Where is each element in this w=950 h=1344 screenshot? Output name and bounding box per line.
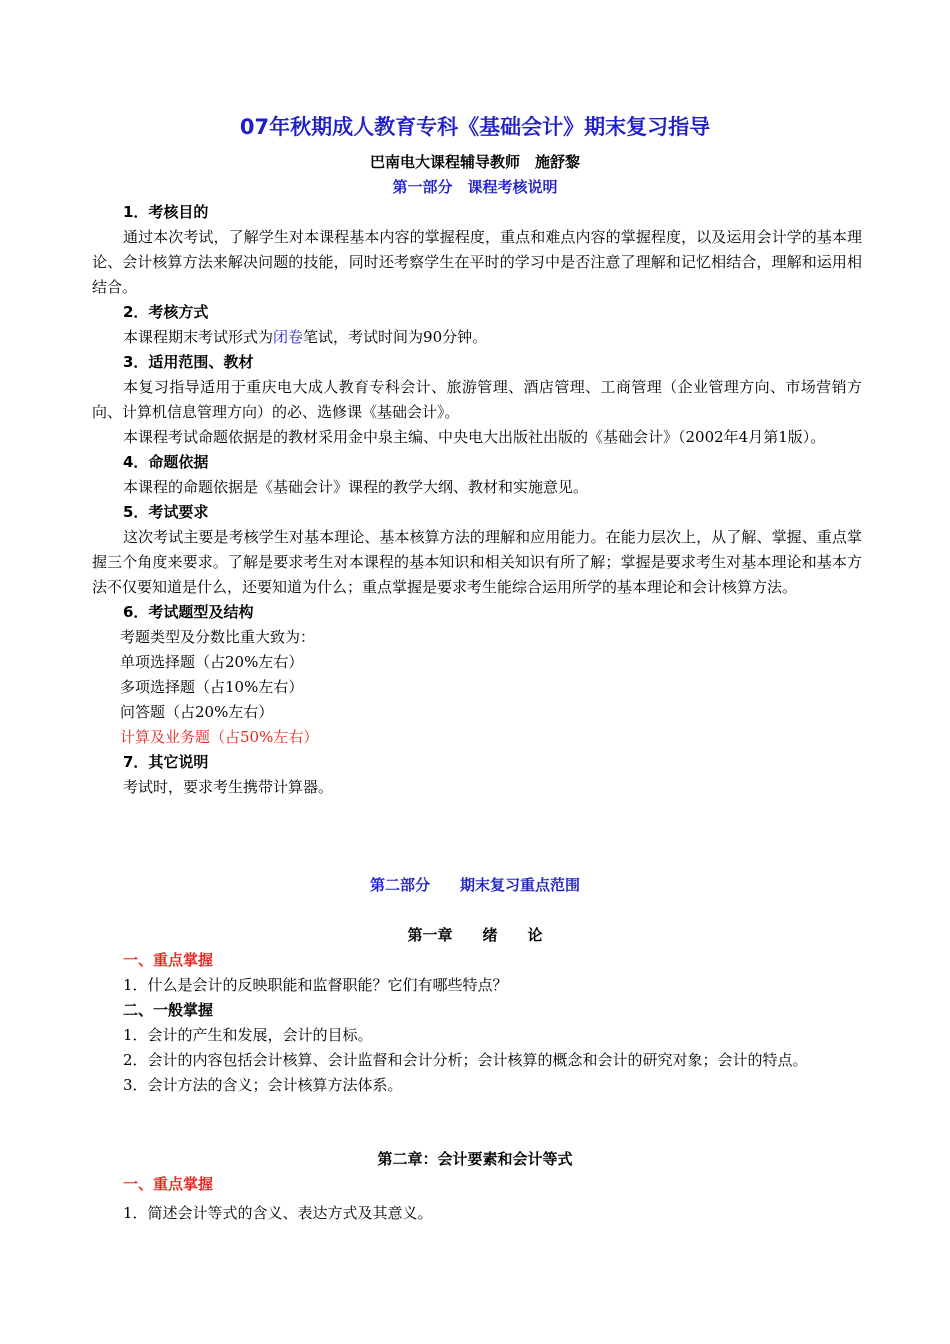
list-item: 问答题（占20%左右）: [120, 703, 274, 721]
section-heading: 4．命题依据: [123, 453, 209, 471]
section-heading: 6．考试题型及结构: [123, 603, 254, 621]
chapter-two-body: [92, 1172, 862, 1226]
list-item: 多项选择题（占10%左右）: [120, 678, 304, 696]
paragraph: 本课程期末考试形式为闭卷笔试，考试时间为90分钟。: [123, 328, 488, 346]
highlighted-term: 闭卷: [273, 328, 304, 346]
chapter-one-body: [92, 948, 862, 1098]
section-heading: 2．考核方式: [123, 303, 209, 321]
list-item: 1．什么是会计的反映职能和监督职能？它们有哪些特点？: [123, 976, 508, 994]
chapter-two-heading: 第二章：会计要素和会计等式: [377, 1150, 573, 1168]
section-heading: 7．其它说明: [123, 753, 209, 771]
section-heading: 5．考试要求: [123, 503, 209, 521]
document-title: 07年秋期成人教育专科《基础会计》期末复习指导: [239, 115, 711, 139]
list-item: 2．会计的内容包括会计核算、会计监督和会计分析；会计核算的概念和会计的研究对象；会计的特点。: [123, 1051, 808, 1069]
part-one-heading: 第一部分 课程考核说明: [392, 178, 558, 196]
paragraph: 这次考试主要是考核学生对基本理论、基本核算方法的理解和应用能力。在能力层次上，从了解、掌握、重点掌握三个角度来要求。了解是要求考生对本课程的基本知识和相关知识有所了解；掌握是要求考生对基本理论和基本方法不仅要知道是什么，还要知道为什么；重点掌握是要求考生能综合运用所学的基本理论和会计核算方法。: [92, 528, 862, 596]
key-points-heading: 一、重点掌握: [123, 951, 214, 969]
section-heading: 3．适用范围、教材: [123, 353, 254, 371]
list-item: 3．会计方法的含义；会计核算方法体系。: [123, 1076, 403, 1094]
part-one-body: [92, 200, 862, 800]
part-two-heading: 第二部分 期末复习重点范围: [369, 876, 580, 894]
paragraph: 本复习指导适用于重庆电大成人教育专科会计、旅游管理、酒店管理、工商管理（企业管理方向、市场营销方向、计算机信息管理方向）的必、选修课《基础会计》。: [92, 378, 862, 421]
chapter-one-heading: 第一章 绪 论: [407, 926, 543, 944]
paragraph: 通过本次考试，了解学生对本课程基本内容的掌握程度，重点和难点内容的掌握程度，以及运用会计学的基本理论、会计核算方法来解决问题的技能，同时还考察学生在平时的学习中是否注意了理解和记忆相结合，理解和运用相结合。: [92, 228, 862, 296]
paragraph: 考试时，要求考生携带计算器。: [123, 778, 334, 796]
author-line: 巴南电大课程辅导教师 施舒黎: [369, 153, 580, 171]
list-item: 单项选择题（占20%左右）: [120, 653, 304, 671]
key-points-heading: 一、重点掌握: [123, 1175, 214, 1193]
paragraph: 本课程考试命题依据是的教材采用金中泉主编、中央电大出版社出版的《基础会计》（2002年4月第1版）。: [123, 428, 826, 446]
section-heading: 1．考核目的: [123, 203, 209, 221]
list-intro: 考题类型及分数比重大致为：: [120, 628, 316, 646]
list-item: 计算及业务题（占50%左右）: [120, 728, 319, 746]
list-item: 1．简述会计等式的含义、表达方式及其意义。: [123, 1204, 433, 1222]
list-item: 1．会计的产生和发展，会计的目标。: [123, 1026, 373, 1044]
paragraph: 本课程的命题依据是《基础会计》课程的教学大纲、教材和实施意见。: [123, 478, 589, 496]
general-points-heading: 二、一般掌握: [123, 1001, 214, 1019]
